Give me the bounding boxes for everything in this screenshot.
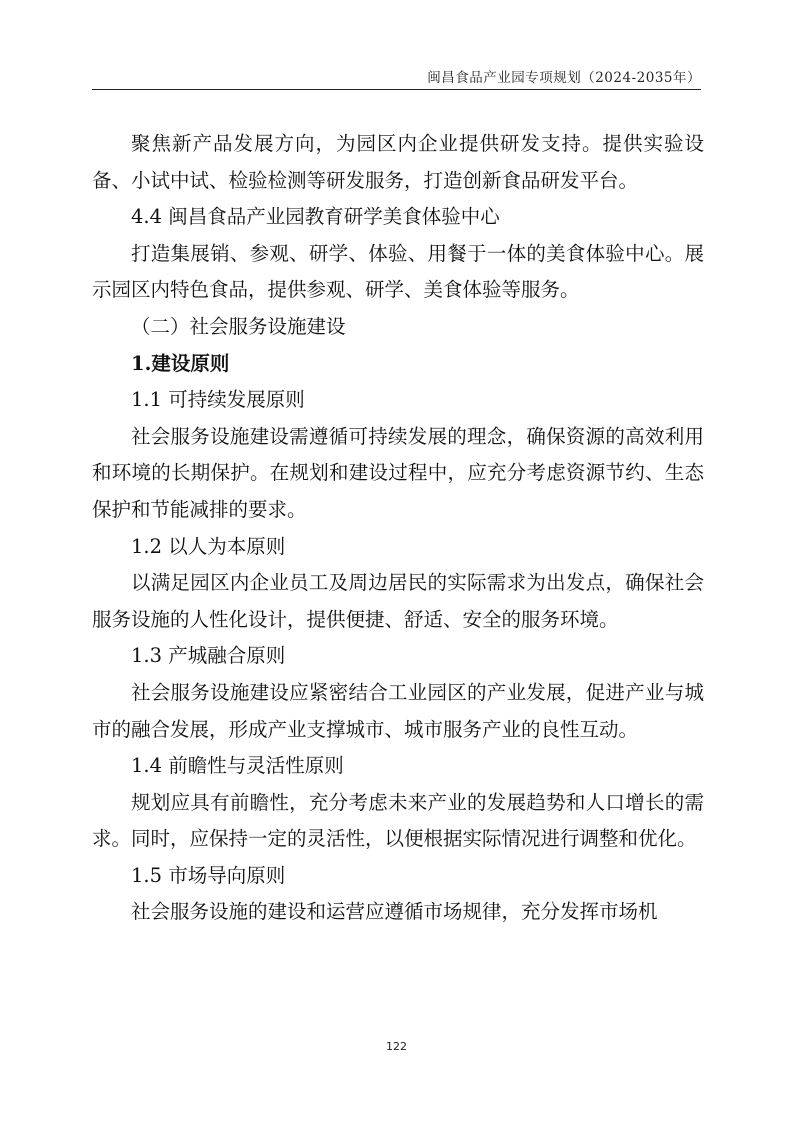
section-heading-bold: 1.建设原则 bbox=[131, 351, 230, 375]
section-heading: （二）社会服务设施建设 bbox=[131, 314, 346, 338]
body-paragraph: 社会服务设施建设需遵循可持续发展的理念，确保资源的高效利用和环境的长期保护。在规划和建设过程中，应充分考虑资源节约、生态保护和节能减排的要求。 bbox=[92, 424, 704, 521]
body-paragraph: 聚焦新产品发展方向，为园区内企业提供研发支持。提供实验设备、小试中试、检验检测等研发服务，打造创新食品研发平台。 bbox=[92, 132, 704, 192]
body-paragraph: 社会服务设施的建设和运营应遵循市场规律，充分发挥市场机 bbox=[131, 900, 658, 924]
body-paragraph: 规划应具有前瞻性，充分考虑未来产业的发展趋势和人口增长的需求。同时，应保持一定的灵活性，以便根据实际情况进行调整和优化。 bbox=[92, 790, 704, 851]
page-number: 122 bbox=[386, 1040, 407, 1053]
page-body bbox=[92, 126, 704, 931]
running-header: 闽昌食品产业园专项规划（2024-2035年） bbox=[427, 70, 701, 86]
body-paragraph: 以满足园区内企业员工及周边居民的实际需求为出发点，确保社会服务设施的人性化设计，提供便捷、舒适、安全的服务环境。 bbox=[92, 571, 704, 631]
section-heading: 1.2 以人为本原则 bbox=[131, 534, 286, 558]
section-heading: 1.3 产城融合原则 bbox=[131, 644, 286, 668]
section-heading: 1.1 可持续发展原则 bbox=[131, 388, 305, 412]
header-divider bbox=[92, 89, 701, 90]
section-heading: 4.4 闽昌食品产业园教育研学美食体验中心 bbox=[131, 205, 500, 229]
section-heading: 1.5 市场导向原则 bbox=[131, 863, 286, 887]
section-heading: 1.4 前瞻性与灵活性原则 bbox=[131, 754, 344, 778]
body-paragraph: 社会服务设施建设应紧密结合工业园区的产业发展，促进产业与城市的融合发展，形成产业支撑城市、城市服务产业的良性互动。 bbox=[92, 680, 704, 741]
body-paragraph: 打造集展销、参观、研学、体验、用餐于一体的美食体验中心。展示园区内特色食品，提供参观、研学、美食体验等服务。 bbox=[92, 241, 704, 302]
